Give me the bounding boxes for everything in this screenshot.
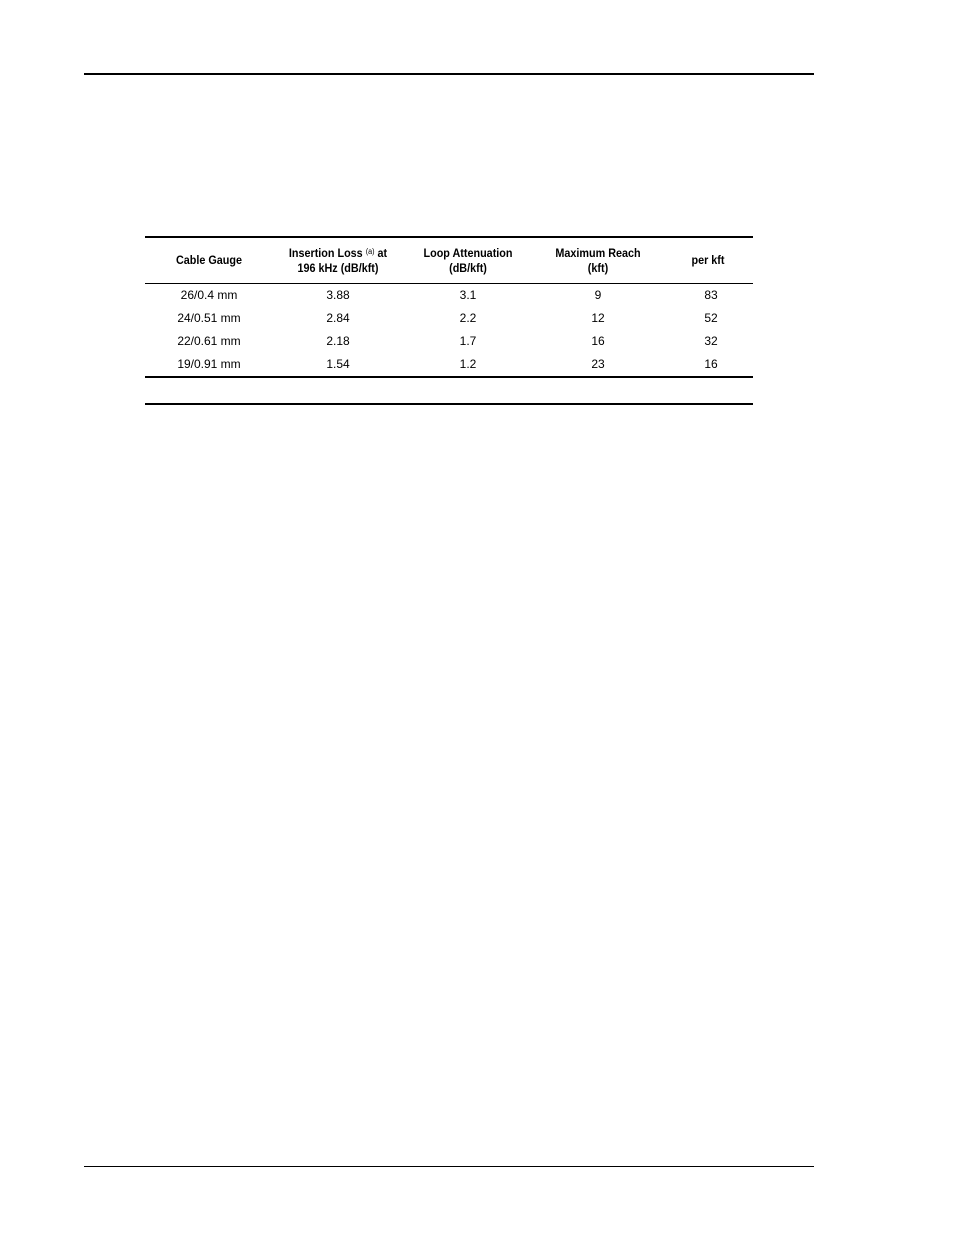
cell-gauge: 26/0.4 mm	[180, 288, 238, 302]
cell-maximum-reach: 16	[591, 334, 605, 348]
cell-loop-attenuation: 2.2	[459, 311, 477, 325]
cable-table	[145, 238, 753, 283]
cell-loop-attenuation: 3.1	[459, 288, 477, 302]
cell-loop-attenuation: 1.2	[459, 357, 477, 371]
page-footer-rule	[84, 1166, 814, 1167]
cell-insertion-loss: 2.18	[326, 334, 350, 348]
header-insertion-loss-text: Insertion Loss	[288, 245, 363, 260]
header-maximum-reach-unit: (kft)	[587, 260, 609, 275]
cable-gauge-table	[145, 236, 753, 405]
table-footer-rule	[145, 403, 753, 405]
header-loop-attenuation-text: Loop Attenuation	[423, 245, 513, 260]
header-per-kft-text: per kft	[691, 253, 725, 267]
cell-per-kft: 83	[704, 288, 718, 302]
table-row	[145, 284, 753, 307]
table-header	[145, 238, 753, 283]
cell-insertion-loss: 2.84	[326, 311, 350, 325]
cell-loop-attenuation: 1.7	[459, 334, 477, 348]
header-cable-gauge-text: Cable Gauge	[175, 253, 243, 267]
header-cable-gauge	[151, 238, 266, 283]
cell-per-kft: 52	[704, 311, 718, 325]
header-insertion-loss-at: at	[377, 245, 388, 260]
cell-gauge: 19/0.91 mm	[177, 357, 241, 371]
cell-per-kft: 32	[704, 334, 718, 348]
cell-gauge: 24/0.51 mm	[177, 311, 241, 325]
cell-maximum-reach: 12	[591, 311, 605, 325]
header-loop-attenuation	[410, 238, 527, 283]
table-row	[145, 330, 753, 353]
table-row	[145, 353, 753, 376]
cable-table-body	[145, 284, 753, 376]
header-insertion-loss	[280, 238, 397, 283]
cell-per-kft: 16	[704, 357, 718, 371]
page-header-rule	[84, 73, 814, 75]
header-insertion-loss-unit: 196 kHz (dB/kft)	[297, 260, 379, 275]
cell-maximum-reach: 9	[594, 288, 602, 302]
footnote-marker: (a)	[365, 246, 375, 256]
table-body-end-rule	[145, 376, 753, 378]
table-row	[145, 307, 753, 330]
cell-insertion-loss: 1.54	[326, 357, 350, 371]
header-per-kft	[668, 238, 749, 283]
header-loop-attenuation-unit: (dB/kft)	[449, 260, 487, 275]
header-maximum-reach-text: Maximum Reach	[555, 245, 641, 260]
cell-insertion-loss: 3.88	[326, 288, 350, 302]
cell-gauge: 22/0.61 mm	[177, 334, 241, 348]
header-maximum-reach	[540, 238, 657, 283]
cell-maximum-reach: 23	[591, 357, 605, 371]
